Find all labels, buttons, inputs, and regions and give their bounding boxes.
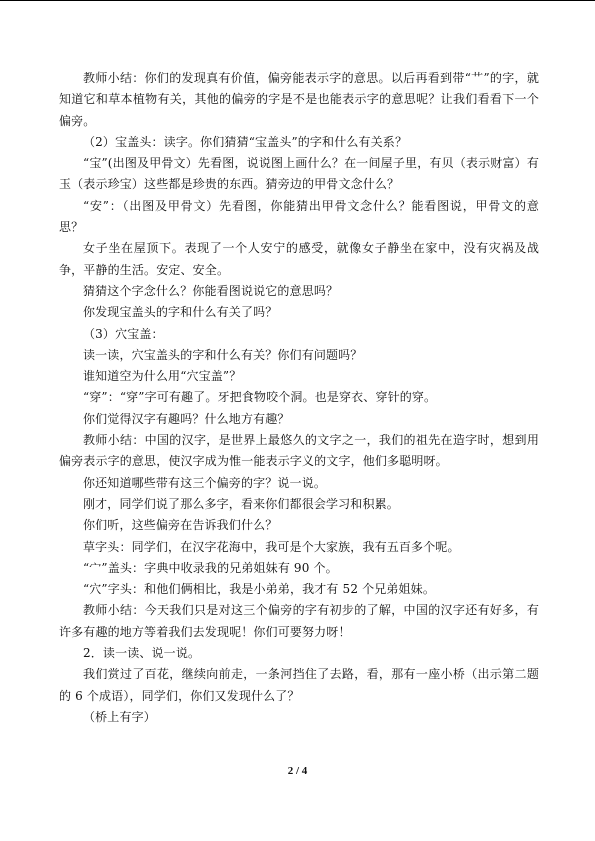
paragraph: 猜猜这个字念什么？你能看图说说它的意思吗？ <box>83 283 339 298</box>
paragraph: 2．读一读、说一说。 <box>83 646 201 661</box>
paragraph: （2）宝盖头：读字。你们猜猜“宝盖头”的字和什么有关系？ <box>83 134 408 149</box>
paragraph: 刚才，同学们说了那么多字，看来你们都很会学习和积累。 <box>83 496 399 511</box>
paragraph: “宀”盖头：字典中收录我的兄弟姐妹有 90 个。 <box>83 560 338 575</box>
paragraph: （3）穴宝盖： <box>83 326 164 341</box>
paragraph: “穿”：“穿”字可有趣了。牙把食物咬个洞。也是穿衣、穿针的穿。 <box>83 390 437 405</box>
paragraph: 读一读，穴宝盖头的字和什么有关？你们有问题吗？ <box>83 347 363 362</box>
header-rule <box>0 0 595 1</box>
document-body <box>59 68 539 728</box>
paragraph: 你们觉得汉字有趣吗？什么地方有趣？ <box>83 411 290 426</box>
paragraph: 你们听，这些偏旁在告诉我们什么？ <box>83 518 278 533</box>
paragraph: （桥上有字） <box>83 709 156 724</box>
paragraph: “宝”(出图及甲骨文）先看图，说说图上画什么？在一间屋子里，有贝（表示财富）有玉（表示珍宝）这些都是珍贵的东西。猜旁边的甲骨文念什么？ <box>59 156 539 192</box>
paragraph: 谁知道空为什么用“穴宝盖”？ <box>83 369 242 384</box>
paragraph: 教师小结：你们的发现真有价值，偏旁能表示字的意思。以后再看到带“艹”的字，就知道它和草本植物有关，其他的偏旁的字是不是也能表示字的意思呢？让我们看看下一个偏旁。 <box>59 71 539 128</box>
paragraph: 教师小结：今天我们只是对这三个偏旁的字有初步的了解，中国的汉字还有好多，有许多有趣的地方等着我们去发现呢！你们可要努力呀！ <box>59 603 539 639</box>
paragraph: 女子坐在屋顶下。表现了一个人安宁的感受，就像女子静坐在家中，没有灾祸及战争，平静的生活。安定、安全。 <box>59 241 539 277</box>
paragraph: 你发现宝盖头的字和什么有关了吗？ <box>83 305 278 320</box>
paragraph: 你还知道哪些带有这三个偏旁的字？说一说。 <box>83 475 327 490</box>
paragraph: 教师小结：中国的汉字，是世界上最悠久的文字之一，我们的祖先在造字时，想到用偏旁表示字的意思，使汉字成为惟一能表示字义的文字，他们多聪明呀。 <box>59 433 539 469</box>
page-number: 2 / 4 <box>287 765 308 777</box>
paragraph: 草字头：同学们，在汉字花海中，我可是个大家族，我有五百多个呢。 <box>83 539 460 554</box>
paragraph: 我们赏过了百花，继续向前走，一条河挡住了去路，看，那有一座小桥（出示第二题的 6 个成语），同学们，你们又发现什么了？ <box>59 667 539 703</box>
paragraph: “穴”字头：和他们俩相比，我是小弟弟，我才有 52 个兄弟姐妹。 <box>83 582 435 597</box>
paragraph: “安”：（出图及甲骨文）先看图，你能猜出甲骨文念什么？能看图说，甲骨文的意思？ <box>59 198 539 235</box>
